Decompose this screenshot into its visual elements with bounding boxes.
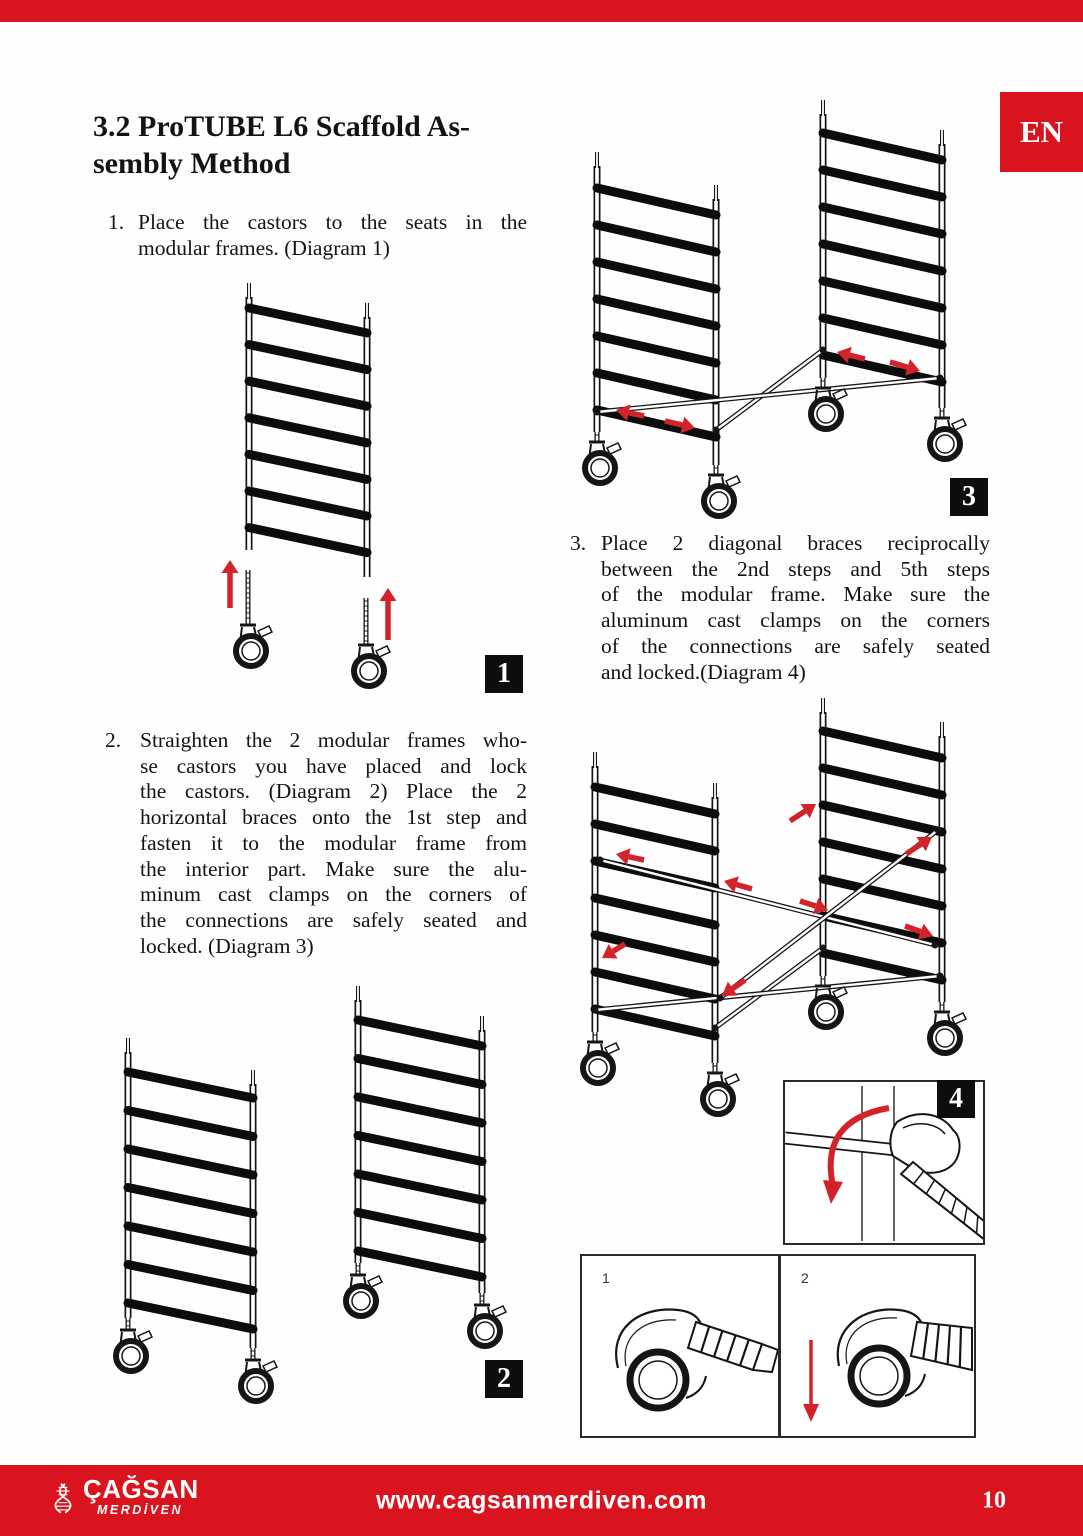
castor-panel-1-label: 1 (602, 1270, 610, 1286)
step-3-number: 3. (570, 531, 587, 555)
castor-panel-2-label: 2 (801, 1270, 809, 1286)
section-heading-line2: sembly Method (93, 147, 291, 180)
diagram-3-badge: 3 (950, 478, 988, 516)
top-red-bar (0, 0, 1083, 22)
dna-helix-icon (50, 1476, 76, 1522)
diagram-4-frames-with-diagonal-braces (570, 690, 1000, 1135)
brand-logo (50, 1476, 199, 1522)
diagram-3-frames-with-horizontal-braces (570, 90, 1000, 520)
instruction-step-3 (570, 531, 990, 685)
section-heading (93, 108, 470, 182)
footer-bar (0, 1465, 1083, 1536)
step-2-text: Straighten the 2 modular frames who- se castors you have placed and lock the castors. (Diagram 2) Place the 2 horizontal braces onto the 1st step and fasten it to the modular frame from the interior part. Make sure the alu- minum cast clamps on the corners of the connections are safely seated and locked. (Diagram 3) (140, 728, 527, 958)
diagram-1-badge: 1 (485, 655, 523, 693)
section-heading-line1: 3.2 ProTUBE L6 Scaffold As- (93, 110, 470, 143)
castor-panel-2 (779, 1254, 976, 1438)
instruction-step-2 (105, 728, 527, 959)
castor-panel-1 (580, 1254, 780, 1438)
brand-text (83, 1476, 199, 1522)
brand-subtitle: MERDİVEN (97, 1503, 183, 1517)
step-3-text: Place 2 diagonal braces reciprocally between the 2nd steps and 5th steps of the modular frame. Make sure the aluminum cast clamps on the corners of the connections are safely seated and locked.(Diagram 4) (601, 531, 990, 684)
page-number: 10 (982, 1487, 1006, 1513)
footer-website: www.cagsanmerdiven.com (375, 1486, 708, 1514)
castor-locked-drawing (781, 1256, 974, 1436)
castor-unlocked-drawing (582, 1256, 778, 1436)
step-1-text: Place the castors to the seats in the modular frames. (Diagram 1) (138, 210, 527, 260)
diagram-2-two-frames (90, 980, 540, 1425)
language-badge: EN (1000, 92, 1083, 172)
diagram-2-badge: 2 (485, 1360, 523, 1398)
diagram-1-frame-with-castors (190, 270, 520, 710)
instruction-step-1 (108, 210, 527, 261)
brand-name: ÇAĞSAN (83, 1474, 199, 1504)
step-1-number: 1. (108, 210, 125, 234)
diagram-4-badge: 4 (937, 1080, 975, 1118)
step-2-number: 2. (105, 728, 122, 752)
